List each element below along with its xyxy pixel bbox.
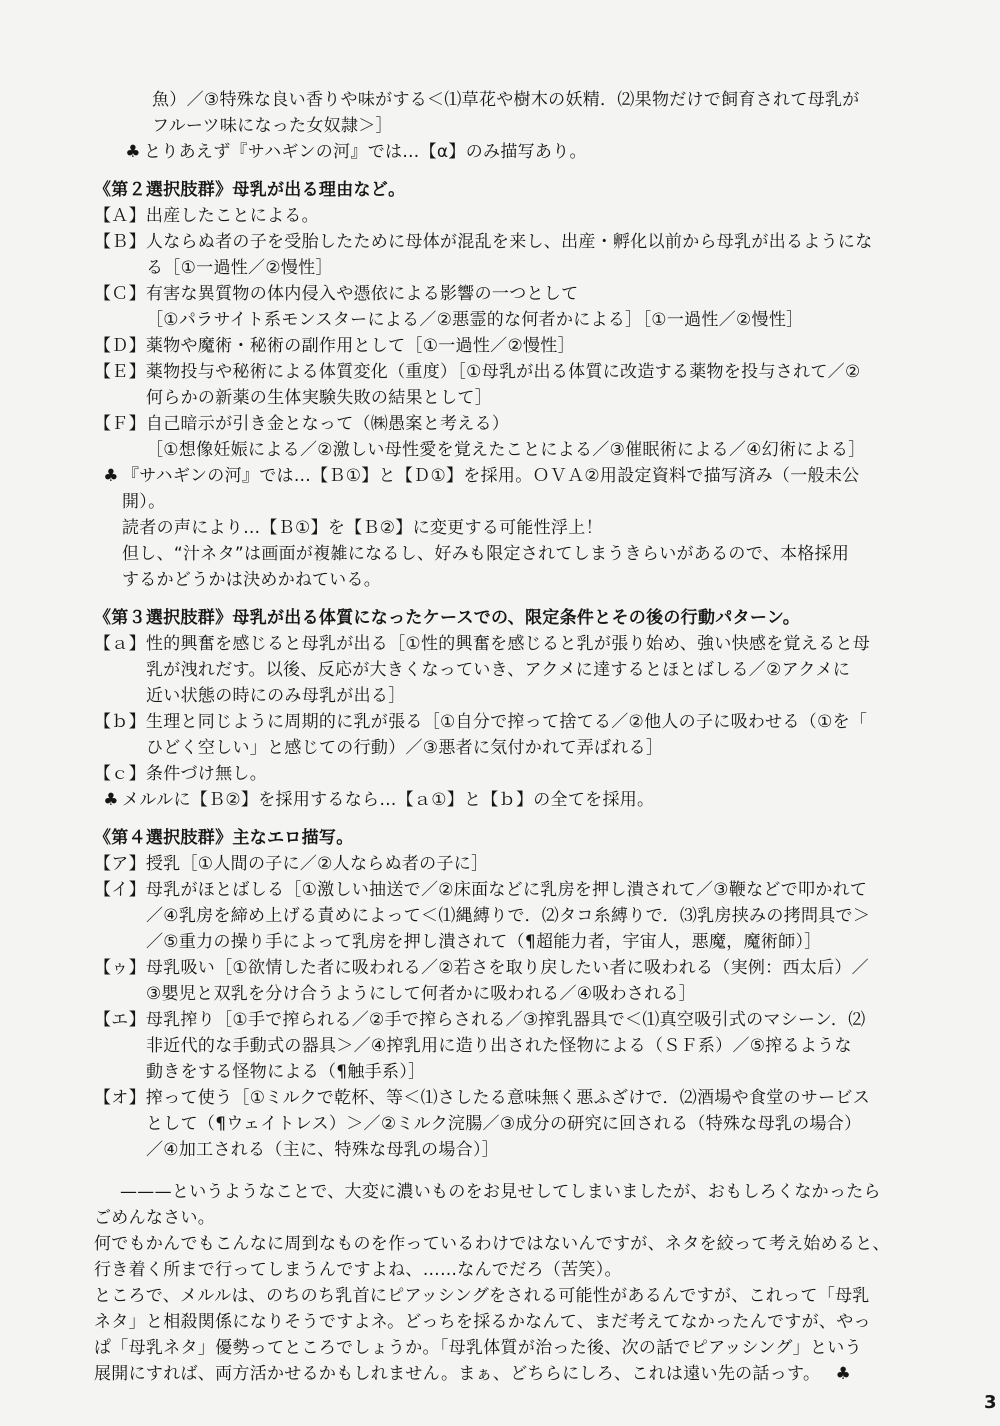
section4-item-o-line1: 【オ】搾って使う［①ミルクで乾杯、等＜⑴さしたる意味無く悪ふざけで．⑵酒場や食堂のサービス bbox=[94, 1088, 871, 1108]
section4-item-a: 【ア】授乳［①人間の子に／②人ならぬ者の子に］ bbox=[94, 854, 489, 874]
section2-item-b-line2: る［①一過性／②慢性］ bbox=[146, 258, 333, 278]
section4-heading: 《第４選択肢群》主なエロ描写。 bbox=[94, 828, 354, 848]
section4-item-i-line2: ／④乳房を締め上げる責めによって＜⑴縄縛りで．⑵タコ糸縛りで．⑶乳房挟みの拷問具で＞ bbox=[146, 906, 871, 926]
section2-item-a: 【Ａ】出産したことによる。 bbox=[94, 206, 319, 226]
club-suit-icon: ♣ bbox=[125, 142, 141, 162]
section2-item-e-line2: 何らかの新薬の生体実験失敗の結果として］ bbox=[146, 388, 492, 408]
section4-item-e-line1: 【エ】母乳搾り［①手で搾られる／②手で搾らされる／③搾乳器具で＜⑴真空吸引式のマシーン．⑵ bbox=[94, 1010, 866, 1030]
section2-item-b-line1: 【Ｂ】人ならぬ者の子を受胎したために母体が混乱を来し、出産・孵化以前から母乳が出るようにな bbox=[94, 232, 873, 252]
section2-item-d: 【Ｄ】薬物や魔術・秘術の副作用として［①一過性／②慢性］ bbox=[94, 336, 575, 356]
section2-item-c-line1: 【Ｃ】有害な異質物の体内侵入や憑依による影響の一つとして bbox=[94, 284, 579, 304]
section3-heading: 《第３選択肢群》母乳が出る体質になったケースでの、限定条件とその後の行動パターン。 bbox=[94, 608, 801, 628]
page-number: 3 bbox=[984, 1392, 997, 1413]
section3-note bbox=[102, 788, 654, 812]
section3-item-b-line2: ひどく空しい」と感じての行動）／③悪者に気付かれて弄ばれる］ bbox=[146, 738, 664, 758]
section4-item-i-line3: ／⑤重力の操り手によって乳房を押し潰されて（¶超能力者，宇宙人，悪魔，魔術師）］ bbox=[146, 932, 822, 952]
section2-item-f-line2: ［①想像妊娠による／②激しい母性愛を覚えたことによる／③催眠術による／④幻術による］ bbox=[146, 440, 866, 460]
closing-line-1: ———というようなことで、大変に濃いものをお見せしてしまいましたが、おもしろくなかったら bbox=[120, 1182, 881, 1202]
section4-item-e-line2: 非近代的な手動式の器具＞／④搾乳用に造り出された怪物による（ＳＦ系）／⑤搾るような bbox=[146, 1036, 852, 1056]
section2-note-line3: 読者の声により…【Ｂ①】を【Ｂ②】に変更する可能性浮上！ bbox=[122, 518, 603, 538]
closing-line-5: ところで、メルルは、のちのち乳首にピアッシングをされる可能性があるんですが、これって「母乳 bbox=[94, 1286, 870, 1306]
section2-item-c-line2: ［①パラサイト系モンスターによる／②悪霊的な何者かによる］［①一過性／②慢性］ bbox=[146, 310, 804, 330]
section2-note-text: 『サハギンの河』では…【Ｂ①】と【Ｄ①】を採用。ＯＶＡ②用設定資料で描写済み（一般未公 bbox=[122, 466, 860, 486]
intro-line-1: 魚）／③特殊な良い香りや味がする＜⑴草花や樹木の妖精．⑵果物だけで飼育されて母乳が bbox=[152, 90, 860, 110]
section3-note-text: メルルに【Ｂ②】を採用するなら…【ａ①】と【ｂ】の全てを採用。 bbox=[122, 790, 655, 810]
closing-line-7: ぱ「母乳ネタ」優勢ってところでしょうか。「母乳体質が治った後、次の話でピアッシング」という bbox=[94, 1338, 862, 1358]
closing-line-8 bbox=[94, 1362, 854, 1386]
club-suit-icon: ♣ bbox=[103, 466, 119, 486]
section3-item-b-line1: 【ｂ】生理と同じように周期的に乳が張る［①自分で搾って捨てる／②他人の子に吸わせる（①を「 bbox=[94, 712, 868, 732]
section3-item-c: 【ｃ】条件づけ無し。 bbox=[94, 764, 267, 784]
section3-item-a-line3: 近い状態の時にのみ母乳が出る］ bbox=[146, 686, 406, 706]
section4-item-i-line1: 【イ】母乳がほとばしる［①激しい抽送で／②床面などに乳房を押し潰されて／③鞭などで叩かれて bbox=[94, 880, 868, 900]
section3-item-a-line2: 乳が洩れだす。以後、反応が大きくなっていき、アクメに達するとほとばしる／②アクメに bbox=[146, 660, 851, 680]
closing-line-8-text: 展開にすれば、両方活かせるかもしれません。まぁ、どちらにしろ、これは遠い先の話っす。 bbox=[94, 1364, 821, 1384]
club-suit-icon: ♣ bbox=[835, 1364, 852, 1384]
section2-note-line2: 開）。 bbox=[122, 492, 166, 512]
section2-item-e-line1: 【Ｅ】薬物投与や秘術による体質変化（重度）［①母乳が出る体質に改造する薬物を投与されて／② bbox=[94, 362, 861, 382]
section2-note-line1 bbox=[102, 464, 859, 488]
section4-item-o-line3: ／④加工される（主に、特殊な母乳の場合）］ bbox=[146, 1140, 500, 1160]
section2-note-line4: 但し、“汁ネタ”は画面が複雑になるし、好みも限定されてしまうきらいがあるので、本格採用 bbox=[122, 544, 850, 564]
section2-item-f-line1: 【Ｆ】自己暗示が引き金となって（㈱愚案と考える） bbox=[94, 414, 510, 434]
section4-item-u-line1: 【ゥ】母乳吸い［①欲情した者に吸われる／②若さを取り戻したい者に吸われる（実例：西太后）／ bbox=[94, 958, 869, 978]
closing-line-2: ごめんなさい。 bbox=[94, 1208, 216, 1228]
section4-item-o-line2: として（¶ウェイトレス）＞／②ミルク浣腸／③成分の研究に回される（特殊な母乳の場合） bbox=[146, 1114, 862, 1134]
closing-line-3: 何でもかんでもこんなに周到なものを作っているわけではないんですが、ネタを絞って考え始めると、 bbox=[94, 1234, 890, 1254]
intro-line-2: フルーツ味になった女奴隷＞］ bbox=[152, 116, 393, 136]
section2-heading: 《第２選択肢群》母乳が出る理由など。 bbox=[94, 180, 406, 200]
closing-line-6: ネタ」と相殺関係になりそうですよネ。どっちを採るかなんて、まだ考えてなかったんですが、やっ bbox=[94, 1312, 871, 1332]
section4-item-e-line3: 動きをする怪物による（¶触手系）］ bbox=[146, 1062, 426, 1082]
section2-note-line5: するかどうかは決めかねている。 bbox=[122, 570, 382, 590]
section4-item-u-line2: ③嬰児と双乳を分け合うようにして何者かに吸われる／④吸わされる］ bbox=[146, 984, 697, 1004]
section3-item-a-line1: 【ａ】性的興奮を感じると母乳が出る［①性的興奮を感じると乳が張り始め、強い快感を覚えると母 bbox=[94, 634, 871, 654]
intro-note bbox=[124, 140, 587, 164]
intro-note-text: とりあえず『サハギンの河』では…【α】のみ描写あり。 bbox=[144, 142, 587, 162]
club-suit-icon: ♣ bbox=[103, 790, 119, 810]
closing-line-4: 行き着く所まで行ってしまうんですよね、……なんでだろ（苦笑）。 bbox=[94, 1260, 622, 1280]
